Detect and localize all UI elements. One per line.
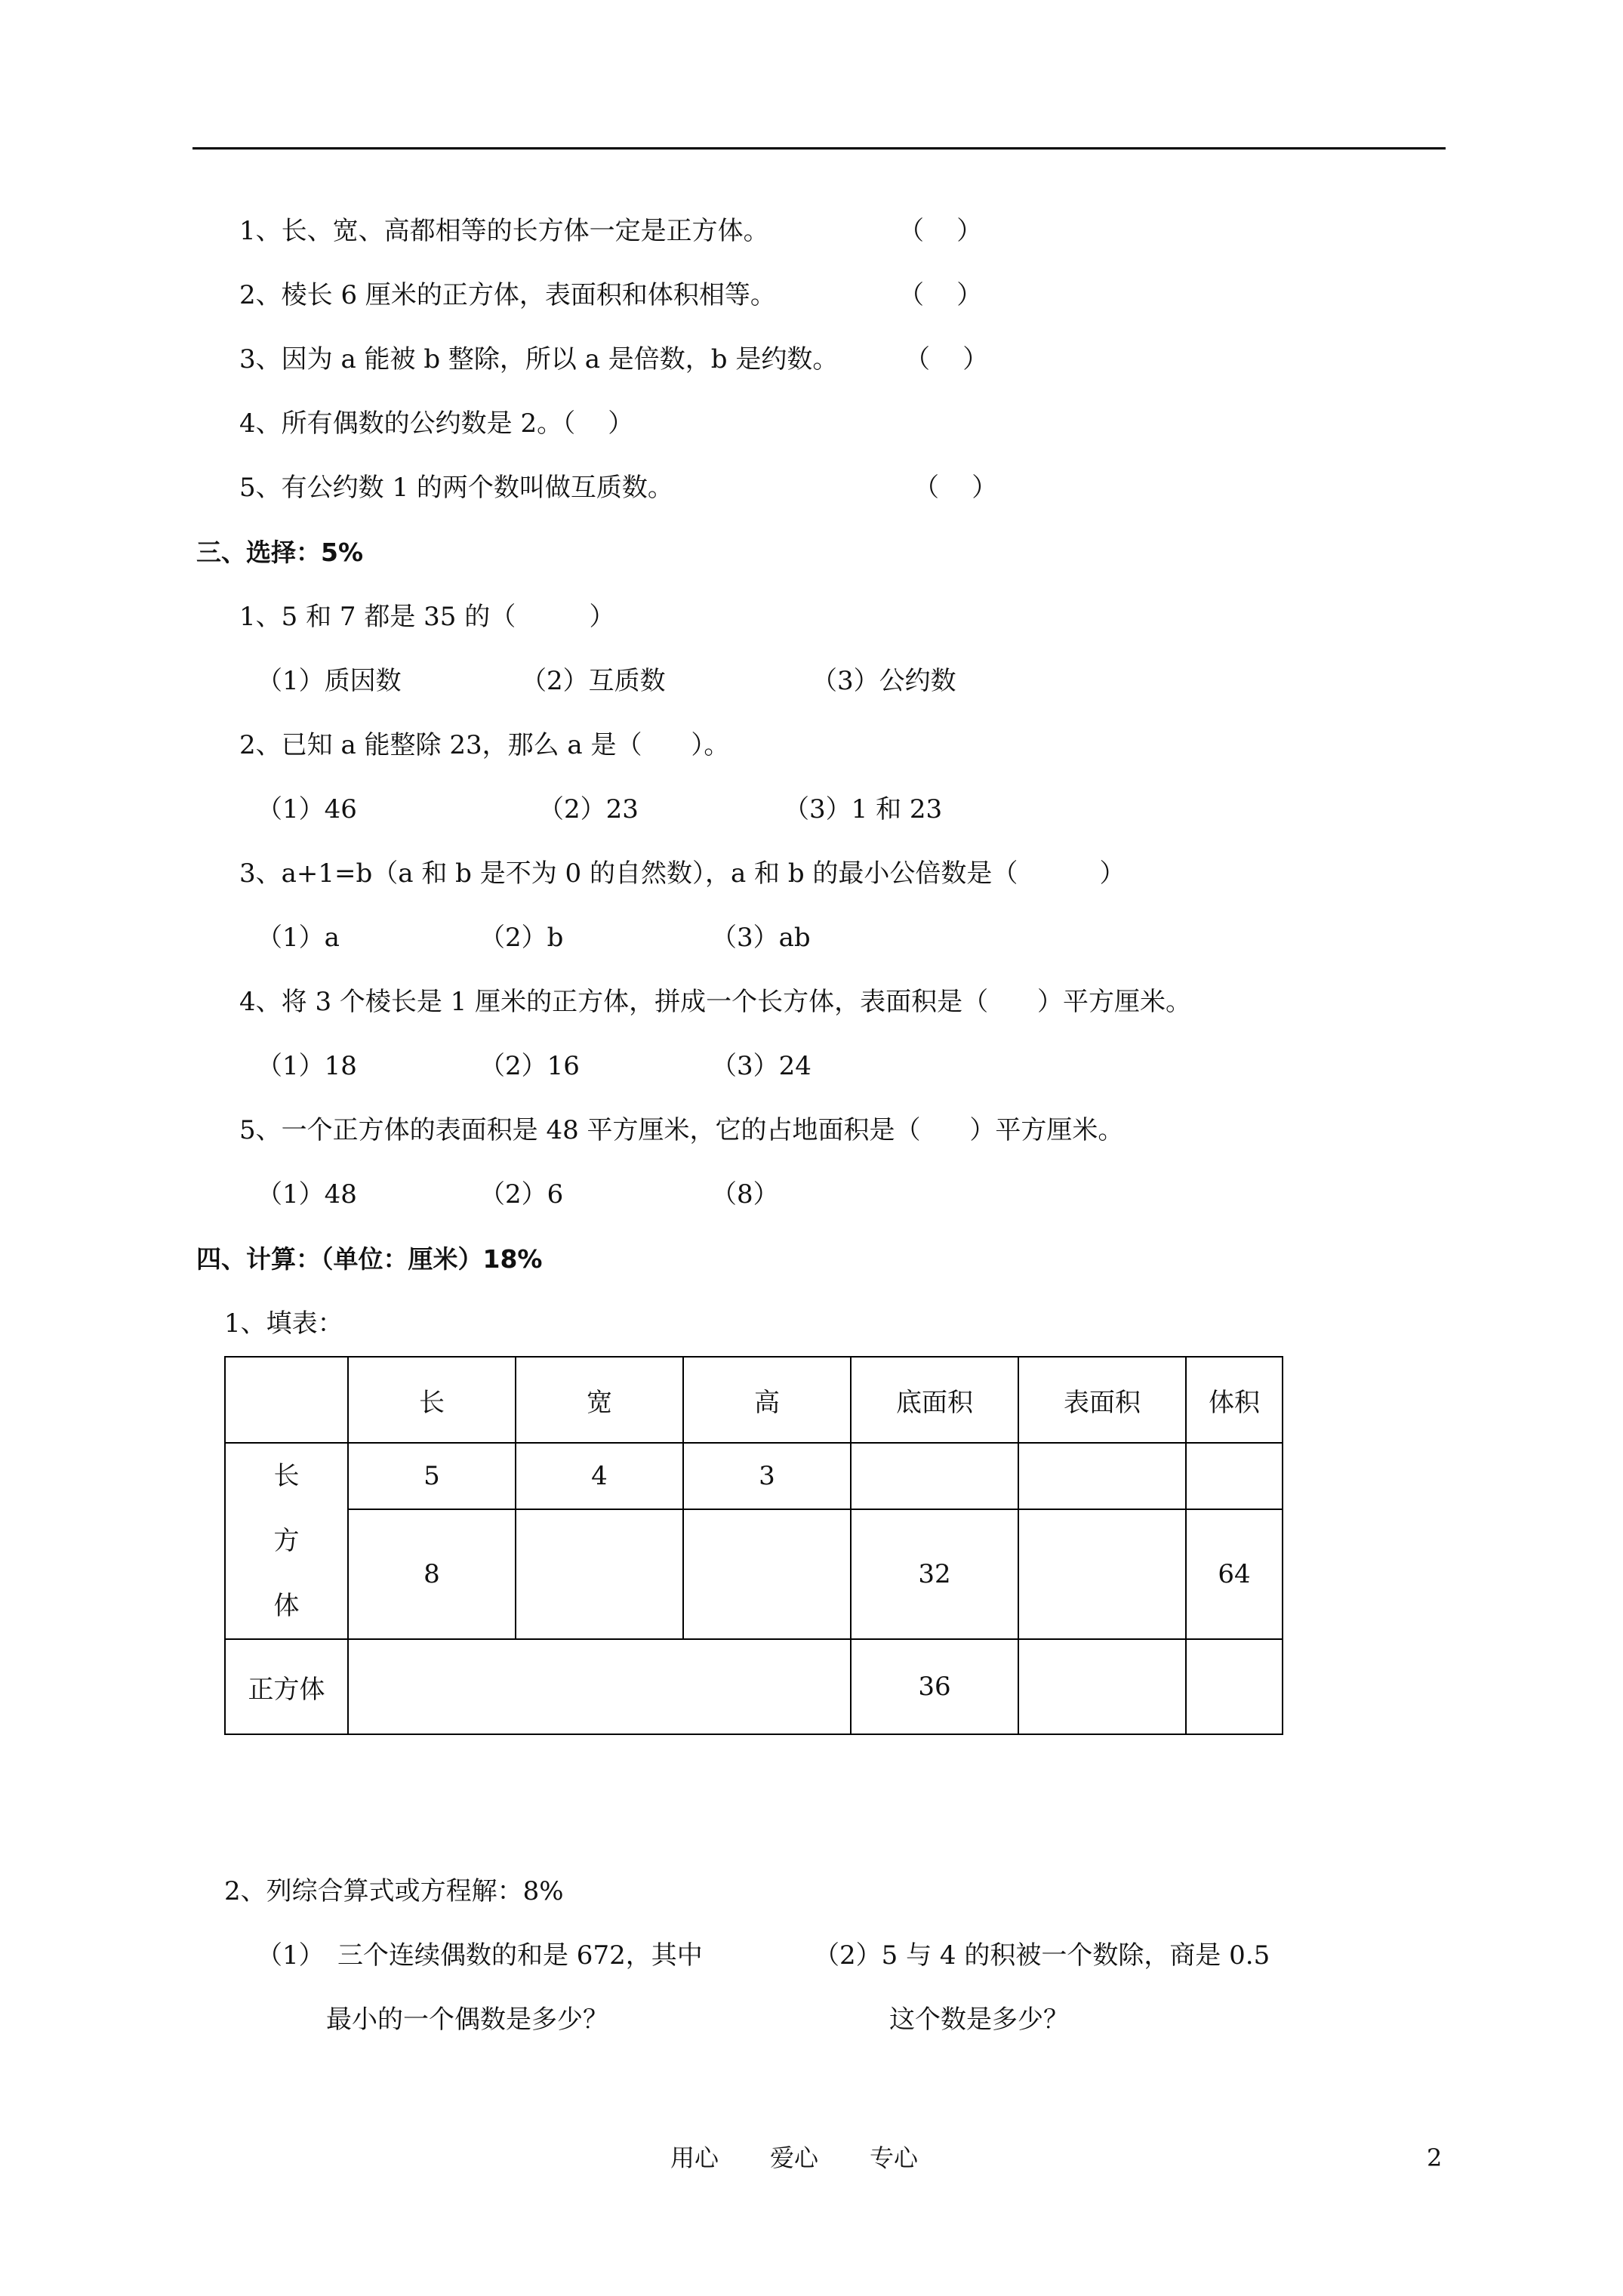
choice-1-opt-3: （3）公约数 [812, 666, 956, 696]
header-volume: 体积 [1186, 1357, 1283, 1443]
table-corner-cell [225, 1357, 348, 1443]
table-header-row [225, 1357, 1283, 1443]
judge-3-paren: （ ） [904, 344, 989, 374]
cell [1186, 1639, 1283, 1734]
cell [683, 1509, 851, 1639]
cell [1018, 1639, 1186, 1734]
cell: 8 [348, 1509, 516, 1639]
cell: 36 [851, 1639, 1018, 1734]
cell [1018, 1509, 1186, 1639]
header-length: 长 [348, 1357, 516, 1443]
choice-5: 5、一个正方体的表面积是 48 平方厘米，它的占地面积是（ ）平方厘米。 [239, 1115, 1124, 1145]
footer-motto-3: 专心 [870, 2143, 919, 2172]
table-row [225, 1443, 1283, 1509]
judge-2: 2、棱长 6 厘米的正方体，表面积和体积相等。 [239, 280, 776, 310]
page-number: 2 [1427, 2143, 1443, 2172]
choice-4-opt-2: （2）16 [479, 1051, 580, 1081]
footer-motto-1: 用心 [670, 2143, 719, 2172]
choice-5-opt-2: （2）6 [479, 1179, 564, 1210]
cell [1186, 1443, 1283, 1509]
judge-3: 3、因为 a 能被 b 整除，所以 a 是倍数，b 是约数。 [239, 344, 839, 374]
problem-1-line-2: 最小的一个偶数是多少？ [326, 2005, 608, 2035]
cell [1018, 1443, 1186, 1509]
judge-5: 5、有公约数 1 的两个数叫做互质数。 [239, 473, 673, 503]
footer-motto-2: 爱心 [770, 2143, 819, 2172]
choice-1-opt-1: （1）质因数 [257, 666, 402, 696]
cell: 32 [851, 1509, 1018, 1639]
header-base-area: 底面积 [851, 1357, 1018, 1443]
choice-5-opt-1: （1）48 [257, 1179, 357, 1210]
choice-2-opt-2: （2）23 [538, 794, 639, 824]
table-row [225, 1639, 1283, 1734]
cell: 3 [683, 1443, 851, 1509]
fill-table [224, 1356, 1283, 1735]
choice-4-opt-1: （1）18 [257, 1051, 357, 1081]
choice-3: 3、a+1=b（a 和 b 是不为 0 的自然数），a 和 b 的最小公倍数是（ ） [239, 858, 1126, 889]
judge-1-paren: （ ） [898, 216, 983, 246]
choice-3-opt-1: （1）a [257, 923, 340, 953]
cell [851, 1443, 1018, 1509]
fill-table-label: 1、填表： [224, 1308, 343, 1339]
header-width: 宽 [516, 1357, 683, 1443]
cell [348, 1639, 851, 1734]
cell: 64 [1186, 1509, 1283, 1639]
choice-4: 4、将 3 个棱长是 1 厘米的正方体，拼成一个长方体，表面积是（ ）平方厘米。 [239, 987, 1191, 1017]
judge-2-paren: （ ） [898, 280, 983, 310]
table-row [225, 1509, 1283, 1639]
cell: 4 [516, 1443, 683, 1509]
judge-5-paren: （ ） [913, 473, 998, 503]
problem-2-line-1: （2）5 与 4 的积被一个数除，商是 0.5 [814, 1940, 1270, 1971]
choice-1: 1、5 和 7 都是 35 的（ ） [239, 602, 615, 632]
cell: 5 [348, 1443, 516, 1509]
cuboid-label: 长 方 体 [225, 1443, 348, 1639]
choice-2-opt-1: （1）46 [257, 794, 357, 824]
choice-2-opt-3: （3）1 和 23 [784, 794, 943, 824]
choice-2: 2、已知 a 能整除 23，那么 a 是（ ）。 [239, 730, 730, 760]
equation-heading: 2、列综合算式或方程解：8% [224, 1876, 564, 1906]
choice-4-opt-3: （3）24 [711, 1051, 812, 1081]
cell [516, 1509, 683, 1639]
choice-1-opt-2: （2）互质数 [521, 666, 666, 696]
header-surface-area: 表面积 [1018, 1357, 1186, 1443]
section-4-heading: 四、计算：（单位：厘米）18% [196, 1244, 543, 1274]
header-height: 高 [683, 1357, 851, 1443]
judge-4: 4、所有偶数的公约数是 2。（ ） [239, 408, 634, 439]
problem-1-number: （1） [257, 1940, 325, 1971]
section-3-heading: 三、选择：5% [196, 538, 364, 567]
header-rule [192, 147, 1446, 149]
choice-3-opt-2: （2）b [479, 923, 564, 953]
judge-1: 1、长、宽、高都相等的长方体一定是正方体。 [239, 216, 769, 246]
choice-5-opt-3: （8） [711, 1179, 779, 1210]
cube-label: 正方体 [225, 1639, 348, 1734]
problem-2-line-2: 这个数是多少？ [889, 2005, 1069, 2035]
choice-3-opt-3: （3）ab [711, 923, 811, 953]
problem-1-line-1: 三个连续偶数的和是 672，其中 [337, 1940, 703, 1971]
